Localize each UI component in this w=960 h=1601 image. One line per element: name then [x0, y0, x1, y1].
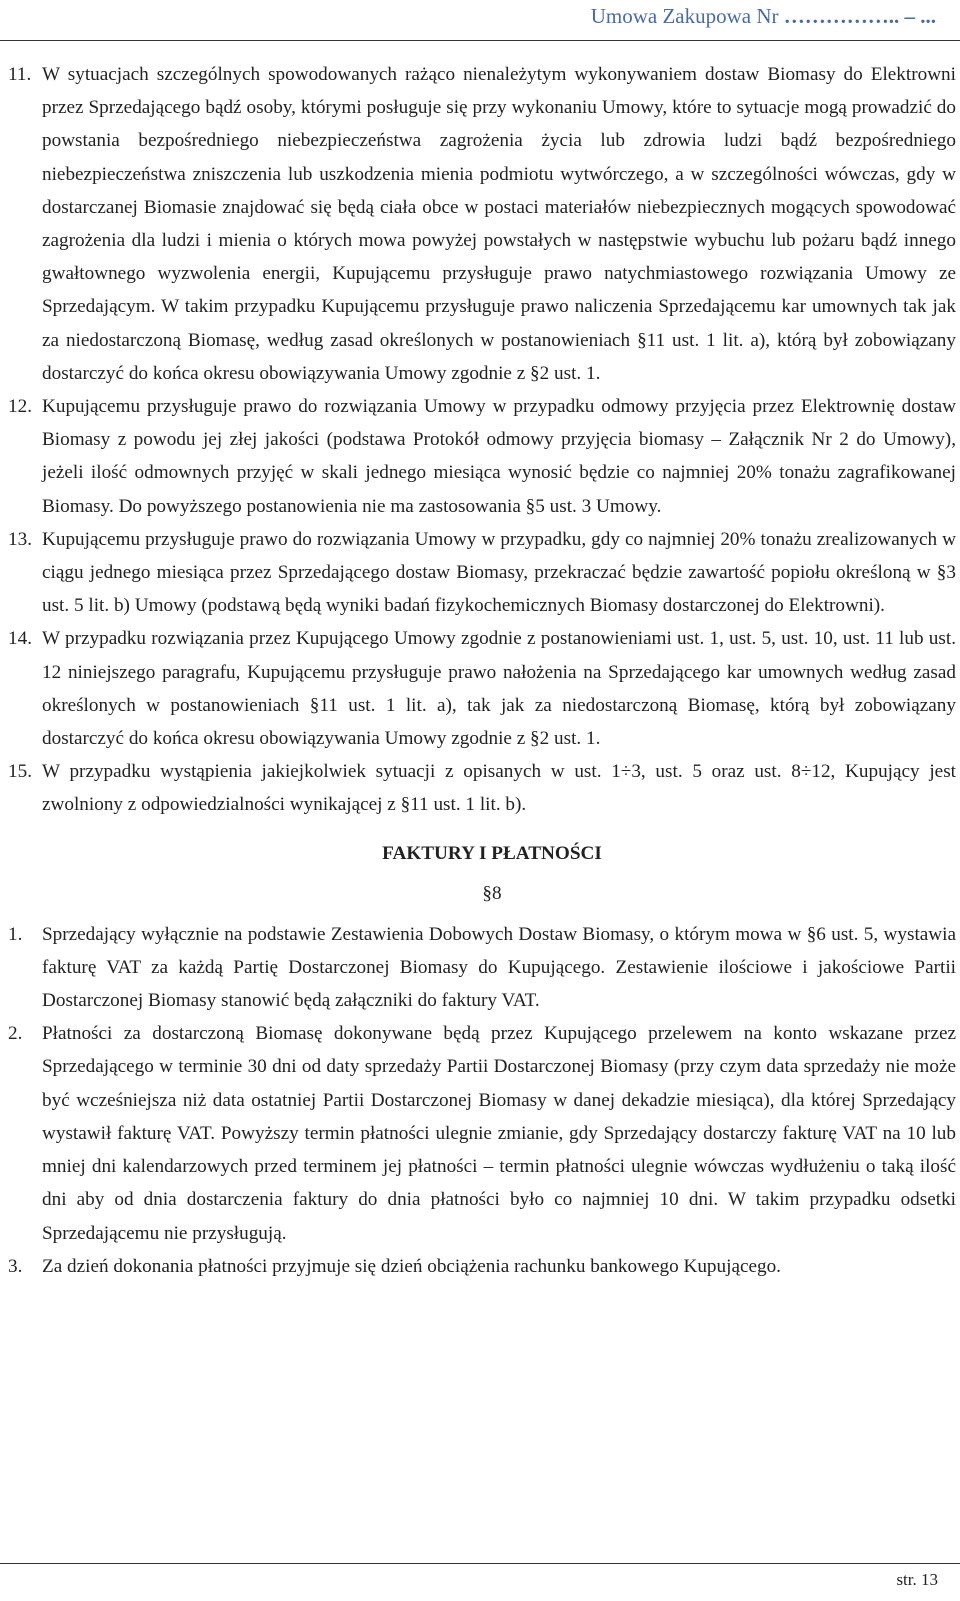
paragraph-number: 13.	[8, 528, 32, 550]
header-divider	[0, 40, 960, 41]
paragraph-number: 15.	[8, 761, 32, 783]
numbered-paragraph	[8, 1017, 956, 1249]
numbered-paragraph	[8, 755, 956, 821]
document-body	[8, 58, 956, 1283]
numbered-paragraph	[8, 523, 956, 623]
page-header	[591, 4, 936, 29]
numbered-paragraph	[8, 918, 956, 1018]
paragraph-text: Kupującemu przysługuje prawo do rozwiązania Umowy w przypadku, gdy co najmniej 20% tonażu zrealizowanych w ciągu jednego miesiąca przez Sprzedającego dostaw Biomasy, przekraczać będzie zawartość popiołu określoną w §3 ust. 5 lit. b) Umowy (podstawą będą wyniki badań fizykochemicznych Biomasy dostarczonej do Elektrowni).	[42, 528, 956, 617]
paragraph-number: 1.	[8, 923, 23, 945]
paragraph-text: W przypadku wystąpienia jakiejkolwiek sytuacji z opisanych w ust. 1÷3, ust. 5 oraz ust. 8÷12, Kupujący jest zwolniony z odpowiedzialności wynikającej z §11 ust. 1 lit. b).	[42, 761, 956, 816]
paragraph-text: Za dzień dokonania płatności przyjmuje się dzień obciążenia rachunku bankowego Kupującego.	[42, 1255, 781, 1277]
section-paragraph-number: §8	[482, 882, 502, 904]
paragraph-number: 3.	[8, 1255, 23, 1277]
paragraph-list-section-7	[8, 58, 956, 822]
numbered-paragraph	[8, 390, 956, 523]
paragraph-number: 12.	[8, 396, 32, 418]
numbered-paragraph	[8, 1250, 956, 1283]
paragraph-number: 14.	[8, 628, 32, 650]
paragraph-text: W przypadku rozwiązania przez Kupującego Umowy zgodnie z postanowieniami ust. 1, ust. 5, ust. 10, ust. 11 lub ust. 12 niniejszego paragrafu, Kupującemu przysługuje prawo nałożenia na Sprzedającego kar umownych według zasad określonych w postanowieniach §11 ust. 1 lit. a), tak jak za niedostarczoną Biomasę, którą był zobowiązany dostarczyć do końca okresu obowiązywania Umowy zgodnie z §2 ust. 1.	[42, 628, 956, 750]
numbered-paragraph	[8, 622, 956, 755]
document-number-placeholder: …………….. – ...	[783, 4, 936, 28]
paragraph-text: W sytuacjach szczególnych spowodowanych rażąco nienależytym wykonywaniem dostaw Biomasy do Elektrowni przez Sprzedającego bądź osoby, którymi posługuje się przy wykonaniu Umowy, które to sytuacje mogą prowadzić do powstania bezpośredniego niebezpieczeństwa zagrożenia życia lub zdrowia ludzi bądź bezpośredniego niebezpieczeństwa zniszczenia lub uszkodzenia mienia podmiotu wytwórczego, a w szczególności wówczas, gdy w dostarczanej Biomasie znajdować się będą ciała obce w postaci materiałów niebezpiecznych mogących spowodować zagrożenia dla ludzi i mienia o których mowa powyżej powstałych w następstwie wybuchu lub pożaru bądź innego gwałtownego wyzwolenia energii, Kupującemu przysługuje prawo natychmiastowego rozwiązania Umowy ze Sprzedającym. W takim przypadku Kupującemu przysługuje prawo naliczenia Sprzedającemu kar umownych tak jak za niedostarczoną Biomasę, według zasad określonych w postanowieniach §11 ust. 1 lit. a), którą był zobowiązany dostarczyć do końca okresu obowiązywania Umowy zgodnie z §2 ust. 1.	[42, 64, 956, 384]
section-heading: FAKTURY I PŁATNOŚCI	[382, 842, 602, 864]
paragraph-list-section-8	[8, 918, 956, 1283]
footer-divider	[0, 1563, 960, 1564]
numbered-paragraph	[8, 58, 956, 390]
page-number: str. 13	[896, 1570, 938, 1589]
document-title: Umowa Zakupowa Nr	[590, 4, 779, 28]
paragraph-text: Sprzedający wyłącznie na podstawie Zestawienia Dobowych Dostaw Biomasy, o którym mowa w §6 ust. 5, wystawia fakturę VAT za każdą Partię Dostarczonej Biomasy do Kupującego. Zestawienie ilościowe i jakościowe Partii Dostarczonej Biomasy stanowić będą załączniki do faktury VAT.	[42, 923, 956, 1012]
paragraph-number: 11.	[8, 64, 32, 85]
paragraph-number: 2.	[8, 1023, 23, 1045]
paragraph-text: Kupującemu przysługuje prawo do rozwiązania Umowy w przypadku odmowy przyjęcia przez Elektrownię dostaw Biomasy z powodu jej złej jakości (podstawa Protokół odmowy przyjęcia biomasy – Załącznik Nr 2 do Umowy), jeżeli ilość odmownych przyjęć w skali jednego miesiąca wynosić będzie co najmniej 20% tonażu zagrafikowanej Biomasy. Do powyższego postanowienia nie ma zastosowania §5 ust. 3 Umowy.	[42, 396, 956, 517]
paragraph-text: Płatności za dostarczoną Biomasę dokonywane będą przez Kupującego przelewem na konto wskazane przez Sprzedającego w terminie 30 dni od daty sprzedaży Partii Dostarczonej Biomasy (przy czym data sprzedaży nie może być wcześniejsza niż data ostatniej Partii Dostarczonej Biomasy w danej dekadzie miesiąca), dla której Sprzedający wystawił fakturę VAT. Powyższy termin płatności ulegnie zmianie, gdy Sprzedający dostarczy fakturę VAT na 10 lub mniej dni kalendarzowych przed terminem jej płatności – termin płatności ulegnie wówczas wydłużeniu o taką ilość dni aby od dnia dostarczenia faktury do dnia płatności było co najmniej 10 dni. W takim przypadku odsetki Sprzedającemu nie przysługują.	[42, 1023, 956, 1244]
